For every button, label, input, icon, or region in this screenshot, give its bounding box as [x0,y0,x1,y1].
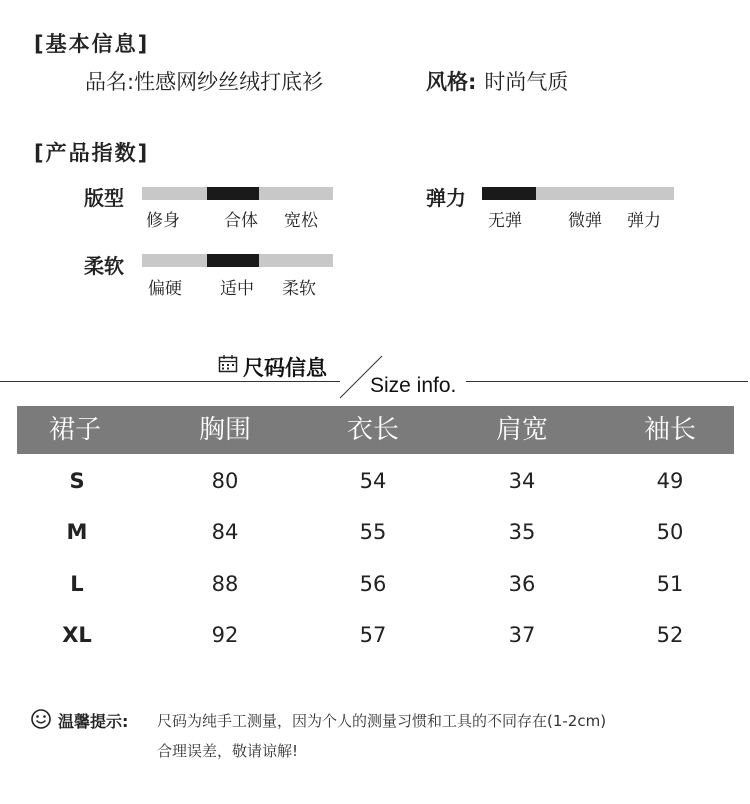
softness-tick-3: 柔软 [282,279,316,299]
fit-tick-3: 宽松 [284,211,318,231]
softness-label: 柔软 [84,254,124,278]
size-table-header-cell: 衣长 [346,415,399,445]
product-name [85,66,323,96]
fit-scale-bar [142,187,333,200]
table-cell: 37 [508,623,536,647]
product-style-label: 风格: [426,70,477,94]
table-cell: M [66,520,88,544]
softness-scale-marker [207,254,259,267]
fit-scale-marker [207,187,259,200]
ruler-grid-icon [218,354,238,374]
table-cell: 50 [656,520,684,544]
product-style-value: 时尚气质 [484,70,569,94]
size-info-title-en: Size info. [370,374,457,397]
product-index-title: [产品指数] [34,141,150,165]
table-cell: 49 [656,469,684,493]
softness-scale-bar [142,254,333,267]
elasticity-label: 弹力 [426,186,466,210]
table-cell: 92 [211,623,239,647]
tip-line-2: 合理误差，敬请谅解! [157,742,299,760]
tip-label: 温馨提示: [58,712,129,731]
smiley-icon [30,708,52,730]
size-table-header-cell: 胸围 [198,415,251,445]
elasticity-scale-bar [482,187,674,200]
table-cell: 35 [508,520,536,544]
table-cell: 36 [508,572,536,596]
softness-tick-2: 适中 [220,279,254,299]
table-cell: 51 [656,572,684,596]
basic-info-title: [基本信息] [34,32,150,56]
size-info-title-cn: 尺码信息 [243,356,327,380]
fit-tick-1: 修身 [146,211,180,231]
product-name-label: 品名: [85,70,135,94]
table-cell: 52 [656,623,684,647]
table-cell: 34 [508,469,536,493]
table-cell: 84 [211,520,239,544]
table-cell: 55 [359,520,387,544]
table-cell: 56 [359,572,387,596]
elasticity-tick-2: 微弹 [568,211,602,231]
elasticity-scale-marker [482,187,536,200]
size-table-header [17,406,734,454]
tip-line-1: 尺码为纯手工测量，因为个人的测量习惯和工具的不同存在(1-2cm) [157,712,607,730]
fit-label: 版型 [84,186,124,210]
product-style [426,66,568,96]
table-cell: XL [62,623,92,647]
table-cell: 54 [359,469,387,493]
softness-tick-1: 偏硬 [148,279,182,299]
divider-right [466,381,748,382]
table-cell: 57 [359,623,387,647]
elasticity-tick-3: 弹力 [627,211,661,231]
table-cell: L [70,572,84,596]
size-table-header-cell: 袖长 [643,415,696,445]
product-name-value: 性感网纱丝绒打底衫 [134,70,324,94]
size-table-header-cell: 肩宽 [495,415,548,445]
elasticity-tick-1: 无弹 [488,211,522,231]
table-cell: 80 [211,469,239,493]
fit-tick-2: 合体 [224,211,258,231]
table-cell: S [69,469,85,493]
size-table-header-cell: 裙子 [48,415,101,445]
table-cell: 88 [211,572,239,596]
